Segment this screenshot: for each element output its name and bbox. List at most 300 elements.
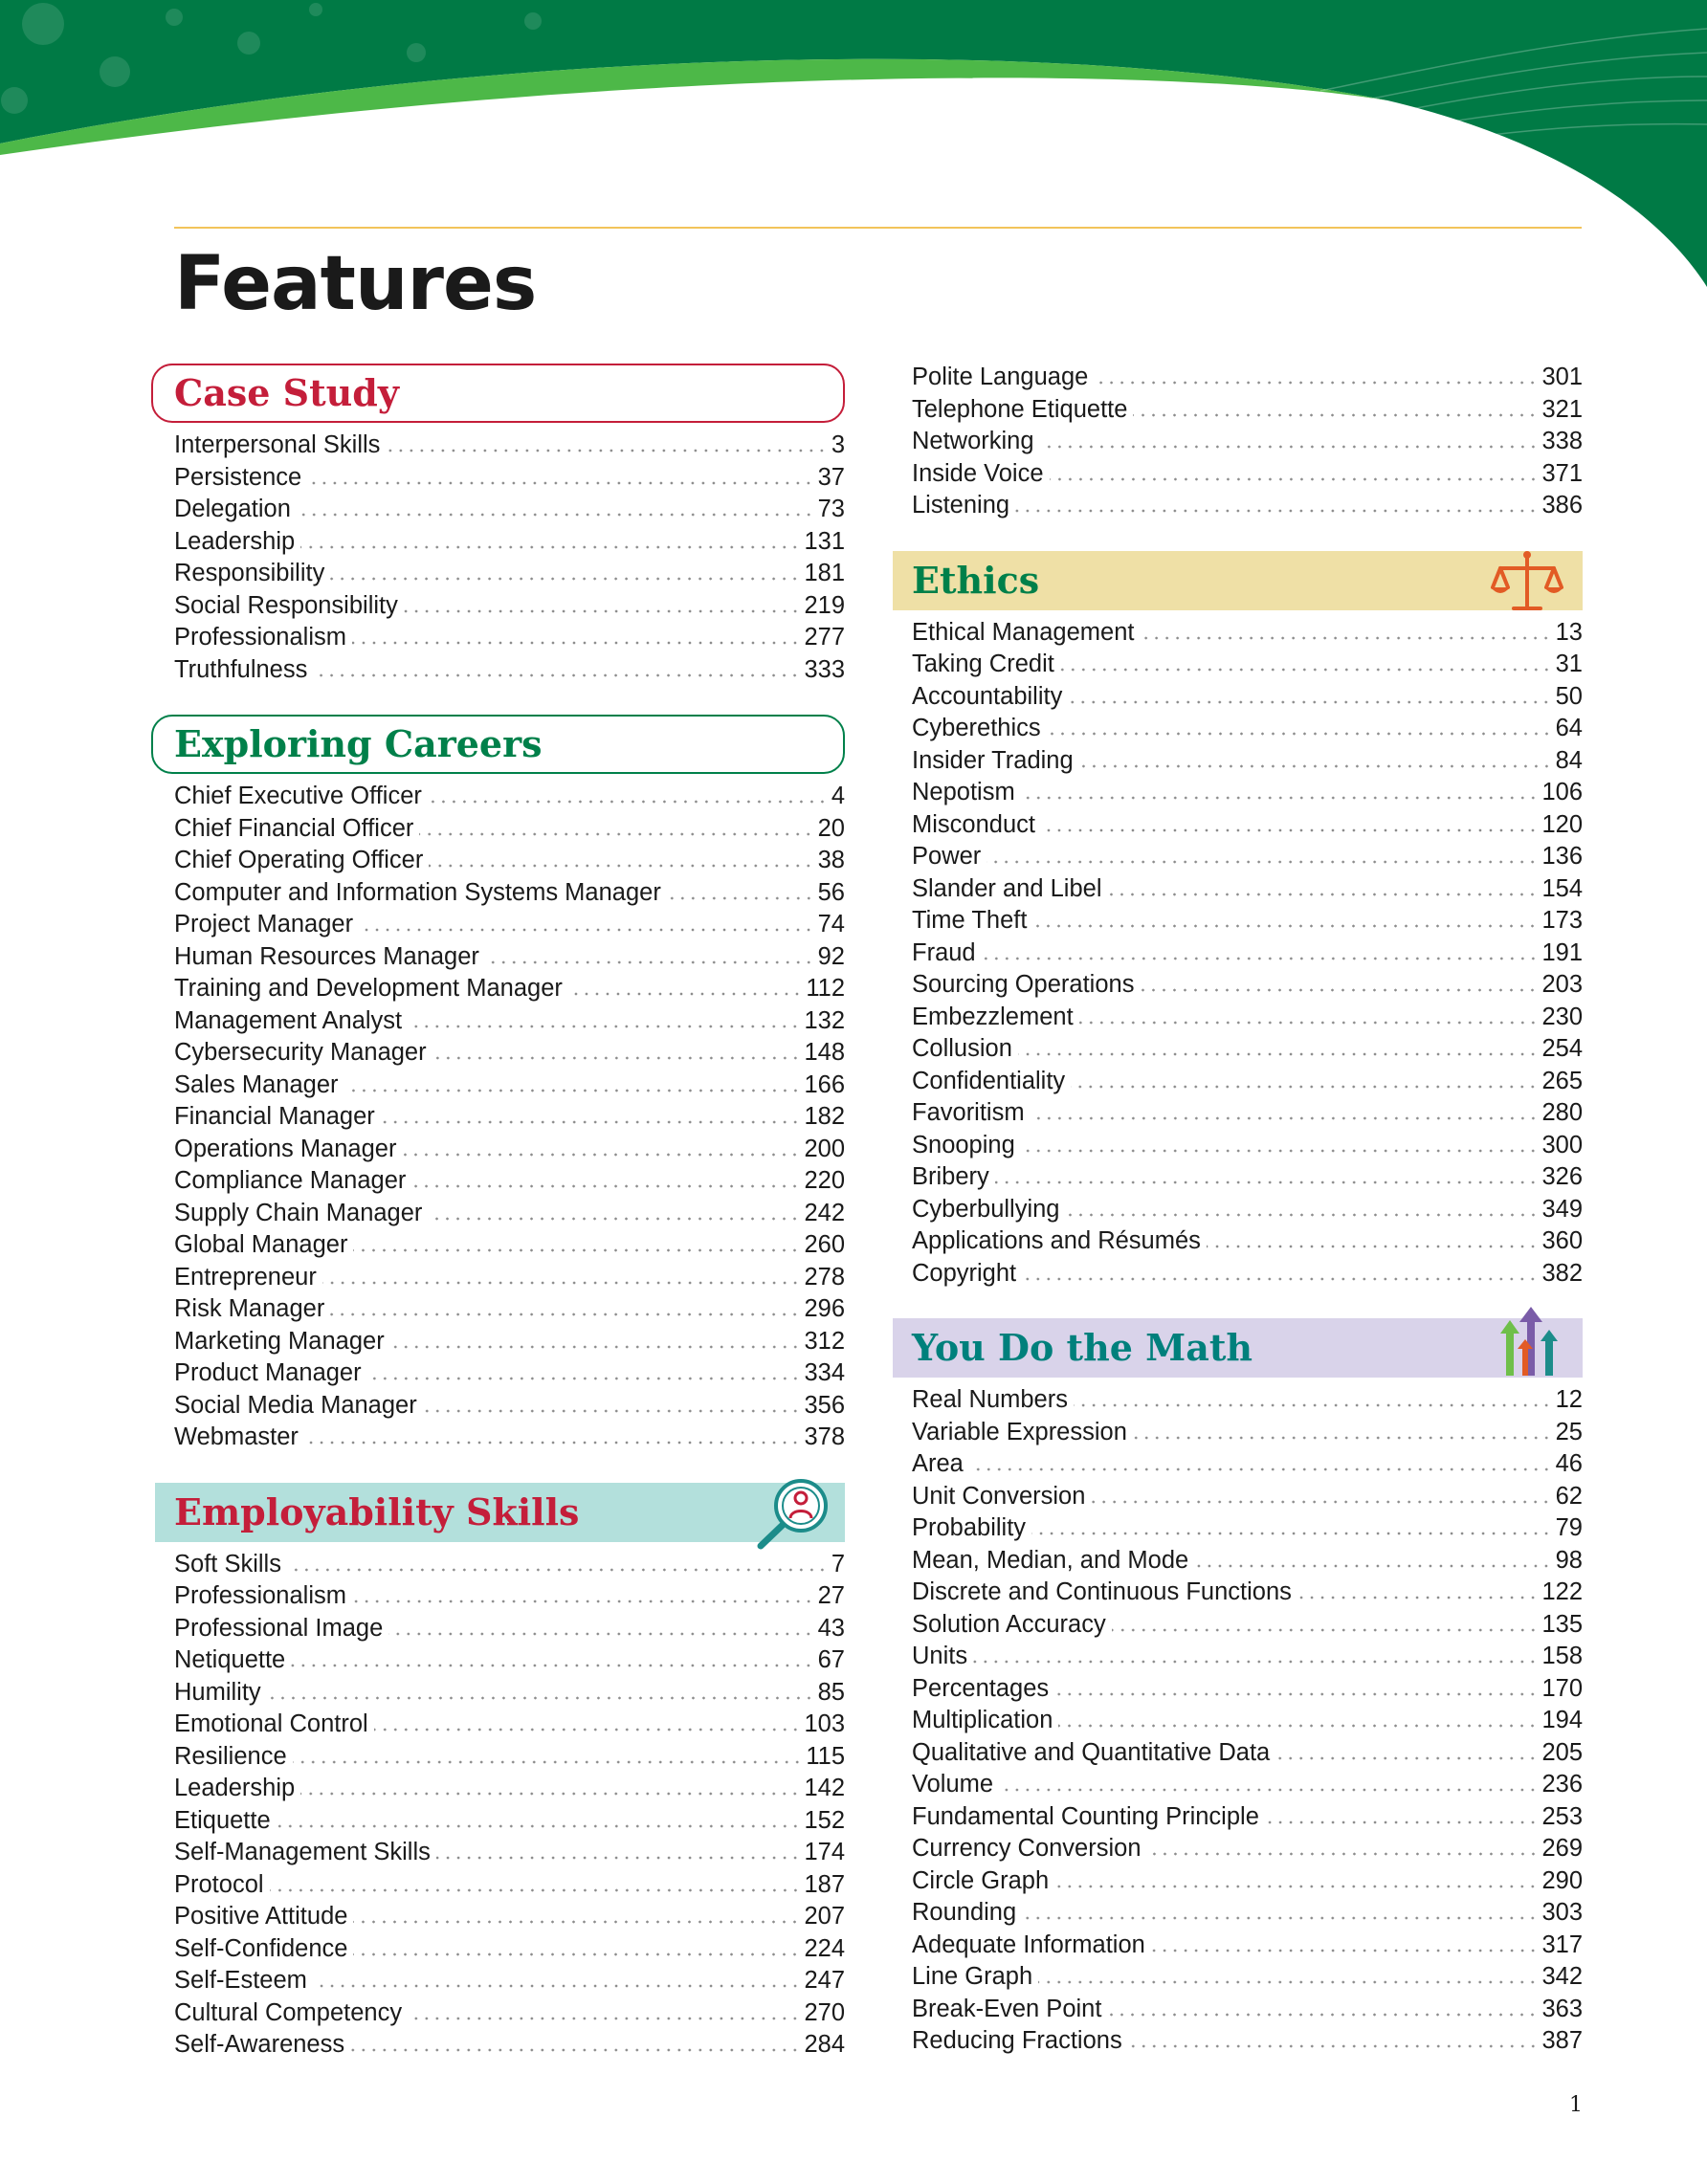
toc-entry-label: Soft Skills (174, 1550, 281, 1577)
toc-entry-page: 174 (804, 1839, 845, 1865)
dot-leader (1107, 893, 1538, 896)
toc-entry (912, 1514, 1583, 1547)
toc-entry (912, 1996, 1583, 2028)
toc-entry-page: 260 (804, 1231, 845, 1258)
toc-entry-page: 230 (1541, 1003, 1583, 1030)
dot-leader (1297, 1596, 1539, 1599)
toc-entry-label: Ethical Management (912, 618, 1135, 646)
dot-leader (429, 864, 813, 868)
toc-entry-page: 321 (1541, 395, 1583, 423)
toc-entry-label: Operations Manager (174, 1135, 397, 1162)
toc-entry (912, 619, 1583, 651)
dot-leader (293, 1760, 803, 1764)
employability-continued-list (912, 364, 1583, 524)
toc-entry-page: 191 (1541, 938, 1583, 966)
dot-leader (1091, 1500, 1551, 1504)
dot-leader (1021, 796, 1539, 800)
toc-entry (912, 1132, 1583, 1164)
toc-entry-label: Mean, Median, and Mode (912, 1546, 1189, 1574)
toc-entry (912, 1578, 1583, 1611)
toc-entry (912, 1611, 1583, 1644)
toc-entry (174, 2031, 845, 2063)
dot-leader (408, 2017, 800, 2020)
toc-entry-label: Cybersecurity Manager (174, 1039, 427, 1066)
toc-entry-page: 363 (1541, 1995, 1583, 2022)
toc-entry-label: Percentages (912, 1674, 1050, 1702)
toc-entry-label: Confidentiality (912, 1067, 1066, 1094)
dot-leader (1133, 413, 1538, 417)
dot-leader (1265, 1820, 1539, 1824)
toc-entry (174, 1710, 845, 1743)
toc-entry (174, 1582, 845, 1615)
case-study-header (151, 364, 845, 423)
dot-leader (330, 577, 800, 581)
dot-leader (428, 800, 828, 804)
toc-entry (174, 1039, 845, 1071)
toc-entry-label: Real Numbers (912, 1386, 1068, 1413)
toc-entry-label: Professional Image (174, 1614, 384, 1642)
dot-leader (390, 1345, 801, 1349)
dot-leader (1040, 445, 1539, 449)
toc-entry-label: Self-Awareness (174, 2031, 345, 2058)
toc-entry-label: Risk Manager (174, 1295, 325, 1322)
toc-entry-page: 46 (1555, 1450, 1583, 1477)
toc-entry-label: Cultural Competency (174, 1998, 403, 2026)
toc-entry-page: 73 (817, 496, 845, 522)
toc-entry-label: Circle Graph (912, 1866, 1050, 1894)
toc-entry (912, 1771, 1583, 1803)
dot-leader (352, 1599, 814, 1603)
dot-leader (1128, 2044, 1539, 2048)
dot-leader (1071, 1085, 1538, 1089)
toc-entry-page: 67 (817, 1646, 845, 1673)
dot-leader (1018, 1052, 1539, 1056)
toc-entry-page: 334 (804, 1359, 845, 1386)
toc-entry-label: Rounding (912, 1899, 1017, 1926)
toc-entry-page: 356 (804, 1391, 845, 1419)
dot-leader (1112, 1628, 1539, 1632)
toc-entry (912, 1260, 1583, 1292)
toc-entry-label: Sales Manager (174, 1070, 339, 1098)
toc-entry-label: Cyberbullying (912, 1195, 1060, 1223)
page-title: Features (174, 241, 537, 327)
toc-entry-label: Embezzlement (912, 1003, 1074, 1030)
toc-entry-page: 158 (1541, 1643, 1583, 1669)
toc-entry-page: 220 (804, 1167, 845, 1194)
toc-entry-label: Discrete and Continuous Functions (912, 1578, 1292, 1605)
toc-entry-label: Sourcing Operations (912, 971, 1135, 998)
toc-entry (174, 1423, 845, 1456)
dot-leader (1050, 477, 1539, 481)
toc-entry (174, 1551, 845, 1583)
toc-entry (174, 847, 845, 879)
toc-entry (174, 1807, 845, 1840)
toc-entry-page: 387 (1541, 2027, 1583, 2054)
toc-entry-page: 132 (804, 1006, 845, 1034)
dot-leader (1107, 2013, 1538, 2017)
dot-leader (1066, 1213, 1539, 1217)
dot-leader (297, 513, 814, 517)
toc-entry (174, 1359, 845, 1392)
header-rule (174, 227, 1582, 229)
magnifier-person-icon (751, 1471, 843, 1550)
dot-leader (1074, 1403, 1552, 1407)
dot-leader (1058, 1724, 1538, 1728)
toc-entry-label: Insider Trading (912, 746, 1074, 774)
toc-entry (912, 1450, 1583, 1483)
toc-entry (174, 1200, 845, 1232)
dot-leader (408, 1025, 800, 1028)
toc-entry-page: 166 (804, 1070, 845, 1098)
dot-leader (1079, 1021, 1539, 1025)
dot-leader (352, 641, 800, 645)
ethics-title: Ethics (912, 558, 1040, 602)
dot-leader (419, 832, 813, 836)
toc-entry-page: 181 (804, 560, 845, 586)
toc-entry (912, 1835, 1583, 1867)
toc-entry-label: Product Manager (174, 1359, 362, 1386)
toc-entry-label: Self-Esteem (174, 1967, 307, 1994)
toc-entry-page: 284 (804, 2031, 845, 2058)
toc-entry (174, 656, 845, 689)
toc-entry (174, 1871, 845, 1904)
dot-leader (1094, 381, 1538, 385)
toc-entry-label: Probability (912, 1514, 1027, 1541)
toc-entry-label: Taking Credit (912, 651, 1054, 677)
dot-leader (313, 1984, 801, 1988)
toc-entry-page: 13 (1555, 618, 1583, 646)
toc-entry-page: 349 (1541, 1195, 1583, 1223)
dot-leader (1047, 732, 1552, 736)
toc-entry-page: 103 (804, 1710, 845, 1737)
toc-entry-page: 333 (804, 655, 845, 683)
toc-entry-label: Copyright (912, 1259, 1017, 1287)
toc-entry-page: 278 (804, 1263, 845, 1291)
toc-entry-label: Line Graph (912, 1963, 1033, 1990)
toc-entry-page: 4 (831, 783, 845, 809)
toc-entry-page: 265 (1541, 1067, 1583, 1094)
toc-entry-label: Cyberethics (912, 715, 1041, 741)
toc-entry-label: Multiplication (912, 1707, 1053, 1733)
toc-entry-page: 205 (1541, 1738, 1583, 1766)
dot-leader (277, 1824, 801, 1828)
toc-entry-label: Chief Operating Officer (174, 847, 424, 873)
toc-entry-label: Interpersonal Skills (174, 431, 381, 458)
dot-leader (485, 960, 814, 964)
toc-entry (174, 1103, 845, 1136)
toc-entry-label: Solution Accuracy (912, 1610, 1106, 1638)
toc-entry-page: 254 (1541, 1035, 1583, 1062)
toc-entry (912, 1035, 1583, 1068)
page-number: 1 (1569, 2093, 1583, 2117)
dot-leader (1015, 509, 1538, 513)
toc-entry-page: 142 (804, 1775, 845, 1801)
toc-entry (912, 1547, 1583, 1579)
toc-entry (174, 1071, 845, 1104)
toc-entry-page: 98 (1555, 1546, 1583, 1574)
toc-entry (912, 715, 1583, 747)
toc-entry (174, 1392, 845, 1424)
rising-arrows-icon (1491, 1307, 1567, 1383)
dot-leader (353, 1952, 800, 1956)
dot-leader (381, 1120, 801, 1124)
toc-entry-page: 247 (804, 1967, 845, 1994)
toc-entry-label: Break-Even Point (912, 1995, 1102, 2022)
dot-leader (995, 1180, 1539, 1184)
case-study-list (174, 431, 845, 688)
toc-entry-page: 92 (817, 942, 845, 970)
dot-leader (330, 1313, 800, 1316)
dot-leader (353, 1920, 800, 1924)
toc-entry-page: 382 (1541, 1259, 1583, 1287)
dot-leader (428, 1217, 800, 1221)
toc-entry-label: Computer and Information Systems Manager (174, 878, 661, 906)
toc-entry-label: Social Responsibility (174, 591, 398, 619)
toc-entry (174, 1839, 845, 1871)
toc-entry (912, 2027, 1583, 2060)
toc-entry-label: Emotional Control (174, 1710, 368, 1737)
toc-entry-page: 378 (804, 1423, 845, 1450)
toc-entry (912, 1483, 1583, 1515)
toc-entry-label: Truthfulness (174, 655, 308, 683)
toc-entry-page: 173 (1541, 907, 1583, 934)
toc-entry-label: Power (912, 843, 982, 870)
toc-entry-page: 277 (804, 624, 845, 651)
dot-leader (322, 1281, 801, 1285)
dot-leader (1147, 1852, 1539, 1856)
toc-entry-page: 154 (1541, 874, 1583, 902)
dot-leader (270, 1888, 801, 1892)
toc-entry (174, 1903, 845, 1935)
toc-entry-page: 242 (804, 1199, 845, 1226)
toc-entry-label: Telephone Etiquette (912, 395, 1128, 423)
toc-entry (174, 1743, 845, 1776)
toc-entry-page: 136 (1541, 843, 1583, 870)
toc-entry (912, 1643, 1583, 1675)
toc-entry-label: Persistence (174, 463, 302, 491)
toc-entry-page: 187 (804, 1870, 845, 1898)
toc-entry-label: Leadership (174, 527, 296, 555)
toc-entry-label: Resilience (174, 1742, 287, 1770)
toc-entry-page: 194 (1541, 1707, 1583, 1733)
toc-entry-page: 38 (817, 847, 845, 873)
toc-entry (912, 1163, 1583, 1196)
toc-entry (174, 879, 845, 912)
employability-skills-title: Employability Skills (174, 1489, 580, 1533)
dot-leader (1022, 1916, 1538, 1920)
toc-entry (912, 779, 1583, 811)
toc-entry (912, 907, 1583, 939)
toc-entry (174, 496, 845, 528)
toc-entry (912, 1099, 1583, 1132)
toc-entry (912, 843, 1583, 875)
toc-entry-label: Volume (912, 1771, 994, 1798)
toc-entry-label: Adequate Information (912, 1930, 1145, 1958)
exploring-careers-list (174, 783, 845, 1456)
toc-entry (912, 875, 1583, 908)
toc-entry-page: 317 (1541, 1930, 1583, 1958)
dot-leader (344, 1089, 801, 1092)
dot-leader (1275, 1756, 1538, 1760)
dot-leader (1041, 828, 1538, 832)
dot-leader (1031, 1116, 1539, 1120)
toc-entry (912, 811, 1583, 844)
toc-entry (174, 1136, 845, 1168)
toc-entry-page: 37 (817, 463, 845, 491)
ethics-list (912, 619, 1583, 1292)
toc-entry (912, 396, 1583, 429)
toc-entry-page: 56 (817, 878, 845, 906)
dot-leader (1140, 988, 1538, 992)
dot-leader (1194, 1564, 1551, 1568)
dot-leader (982, 957, 1539, 960)
dot-leader (1032, 924, 1538, 928)
dot-leader (1079, 764, 1552, 768)
toc-entry-label: Fraud (912, 938, 976, 966)
toc-entry-page: 115 (806, 1742, 845, 1770)
toc-entry (174, 560, 845, 592)
toc-entry (174, 528, 845, 561)
dot-leader (411, 1184, 800, 1188)
toc-entry-label: Favoritism (912, 1099, 1025, 1126)
toc-entry-label: Positive Attitude (174, 1903, 348, 1930)
toc-entry (912, 1963, 1583, 1996)
toc-entry-page: 270 (804, 1998, 845, 2026)
toc-entry-label: Leadership (174, 1775, 296, 1801)
toc-entry-page: 371 (1541, 459, 1583, 487)
toc-entry-label: Marketing Manager (174, 1327, 385, 1355)
toc-entry-page: 135 (1541, 1610, 1583, 1638)
dot-leader (1031, 1532, 1552, 1535)
toc-entry-page: 224 (804, 1934, 845, 1962)
toc-entry (174, 943, 845, 976)
toc-entry (912, 939, 1583, 972)
toc-entry-page: 64 (1555, 715, 1583, 741)
toc-entry (174, 464, 845, 496)
toc-entry-label: Financial Manager (174, 1103, 375, 1130)
toc-entry-label: Collusion (912, 1035, 1012, 1062)
toc-entry-label: Entrepreneur (174, 1263, 317, 1291)
you-do-the-math-list (912, 1386, 1583, 2060)
toc-entry-page: 25 (1555, 1418, 1583, 1445)
toc-entry-label: Etiquette (174, 1806, 271, 1834)
toc-entry (174, 783, 845, 815)
toc-entry-label: Chief Executive Officer (174, 783, 422, 809)
toc-entry (174, 1007, 845, 1040)
toc-entry-label: Responsibility (174, 560, 325, 586)
ethics-header (893, 551, 1583, 610)
dot-leader (313, 673, 800, 677)
toc-entry-page: 253 (1541, 1802, 1583, 1830)
toc-entry (912, 1803, 1583, 1836)
dot-leader (436, 1856, 801, 1860)
toc-entry-label: Slander and Libel (912, 874, 1102, 902)
toc-entry-page: 301 (1541, 364, 1583, 390)
toc-entry (912, 1931, 1583, 1964)
toc-entry (912, 747, 1583, 780)
toc-entry (912, 460, 1583, 493)
toc-entry-label: Misconduct (912, 810, 1035, 838)
toc-entry-label: Delegation (174, 496, 291, 522)
toc-entry-page: 122 (1541, 1578, 1583, 1605)
toc-entry (912, 1419, 1583, 1451)
toc-entry-page: 43 (817, 1614, 845, 1642)
toc-entry-label: Accountability (912, 682, 1063, 710)
toc-entry (912, 428, 1583, 460)
dot-leader (307, 481, 813, 485)
toc-entry-label: Protocol (174, 1870, 264, 1898)
toc-entry-page: 303 (1541, 1899, 1583, 1926)
dot-leader (388, 1632, 813, 1636)
toc-entry-label: Humility (174, 1678, 261, 1706)
toc-entry-page: 74 (817, 911, 845, 938)
scales-icon (1489, 545, 1565, 622)
toc-entry (912, 651, 1583, 683)
toc-entry-page: 312 (804, 1327, 845, 1355)
toc-entry-label: Polite Language (912, 364, 1089, 390)
toc-entry (174, 1646, 845, 1679)
toc-entry (174, 1967, 845, 1999)
toc-entry (174, 1679, 845, 1711)
toc-entry-label: Listening (912, 492, 1010, 518)
toc-entry-label: Fundamental Counting Principle (912, 1802, 1259, 1830)
toc-entry (912, 1196, 1583, 1228)
toc-entry-page: 296 (804, 1295, 845, 1322)
toc-entry (912, 364, 1583, 396)
toc-entry-page: 131 (804, 527, 845, 555)
toc-entry-page: 27 (817, 1582, 845, 1609)
toc-entry-page: 170 (1541, 1674, 1583, 1702)
toc-entry-page: 182 (804, 1103, 845, 1130)
toc-entry (174, 431, 845, 464)
toc-entry (174, 1999, 845, 2032)
dot-leader (568, 992, 802, 996)
dot-leader (1022, 1277, 1538, 1281)
dot-leader (987, 860, 1538, 864)
dot-leader (287, 1568, 828, 1572)
toc-entry-page: 7 (831, 1550, 845, 1577)
toc-entry-page: 50 (1555, 682, 1583, 710)
toc-entry-label: Self-Confidence (174, 1934, 348, 1962)
toc-entry (174, 1167, 845, 1200)
toc-entry-label: Time Theft (912, 907, 1028, 934)
toc-entry-page: 280 (1541, 1099, 1583, 1126)
toc-entry-label: Professionalism (174, 624, 346, 651)
toc-entry-label: Project Manager (174, 911, 354, 938)
toc-entry-label: Unit Conversion (912, 1482, 1086, 1510)
dot-leader (300, 545, 800, 549)
dot-leader (1140, 636, 1551, 640)
dot-leader (374, 1728, 801, 1732)
dot-leader (1207, 1245, 1539, 1248)
dot-leader (304, 1441, 801, 1445)
dot-leader (353, 1248, 800, 1252)
dot-leader (999, 1788, 1538, 1792)
toc-entry-page: 112 (806, 975, 845, 1002)
toc-entry (174, 592, 845, 625)
dot-leader (367, 1377, 801, 1380)
toc-entry-label: Chief Financial Officer (174, 814, 414, 842)
toc-entry-label: Reducing Fractions (912, 2027, 1122, 2054)
case-study-title: Case Study (174, 371, 399, 414)
toc-entry (912, 1675, 1583, 1708)
exploring-careers-header (151, 715, 845, 774)
dot-leader (267, 1696, 814, 1700)
toc-entry-label: Human Resources Manager (174, 942, 479, 970)
toc-entry (174, 1615, 845, 1647)
toc-entry (174, 1264, 845, 1296)
toc-entry-page: 12 (1555, 1386, 1583, 1413)
